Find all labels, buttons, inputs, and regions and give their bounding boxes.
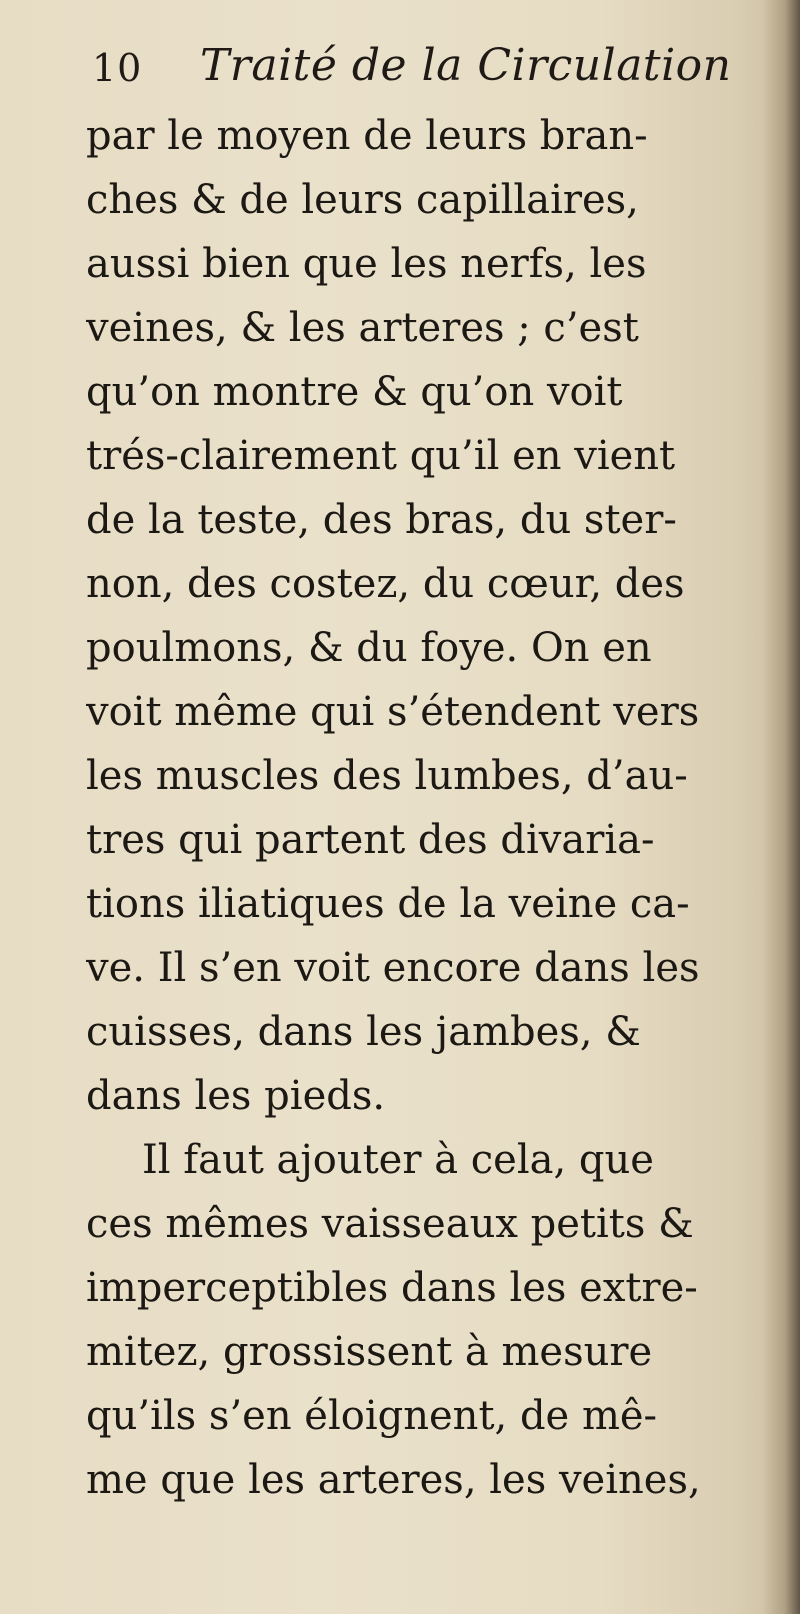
text-line: cuisses, dans les jambes, &	[86, 1009, 641, 1055]
text-line: par le moyen de leurs bran-	[86, 113, 648, 159]
text-line: poulmons, & du foye. On en	[86, 625, 652, 671]
text-line: de la teste, des bras, du ster-	[86, 497, 677, 543]
page-number: 10	[92, 46, 143, 90]
text-line: aussi bien que les nerfs, les	[86, 241, 647, 287]
page-header	[92, 38, 752, 98]
text-line: voit même qui s’étendent vers	[86, 689, 700, 735]
text-line: trés-clairement qu’il en vient	[86, 433, 676, 479]
body-text	[86, 104, 754, 1512]
text-line: tions iliatiques de la veine ca-	[86, 881, 690, 927]
text-line: les muscles des lumbes, d’au-	[86, 753, 688, 799]
text-line: me que les arteres, les veines,	[86, 1457, 701, 1503]
text-line: tres qui partent des divaria-	[86, 817, 655, 863]
text-line: ve. Il s’en voit encore dans les	[86, 945, 700, 991]
text-line: mitez, grossissent à mesure	[86, 1329, 653, 1375]
text-line: non, des costez, du cœur, des	[86, 561, 685, 607]
text-line: ces mêmes vaisseaux petits &	[86, 1201, 694, 1247]
text-line: imperceptibles dans les extre-	[86, 1265, 698, 1311]
text-line: ches & de leurs capillaires,	[86, 177, 639, 223]
text-line-paragraph-start: Il faut ajouter à cela, que	[142, 1137, 654, 1183]
page-gutter-shadow	[762, 0, 800, 1614]
text-line: qu’ils s’en éloignent, de mê-	[86, 1393, 658, 1439]
text-line: dans les pieds.	[86, 1073, 386, 1119]
text-line: veines, & les arteres ; c’est	[86, 305, 639, 351]
text-line: qu’on montre & qu’on voit	[86, 369, 623, 415]
running-title: Traité de la Circulation	[200, 40, 732, 91]
